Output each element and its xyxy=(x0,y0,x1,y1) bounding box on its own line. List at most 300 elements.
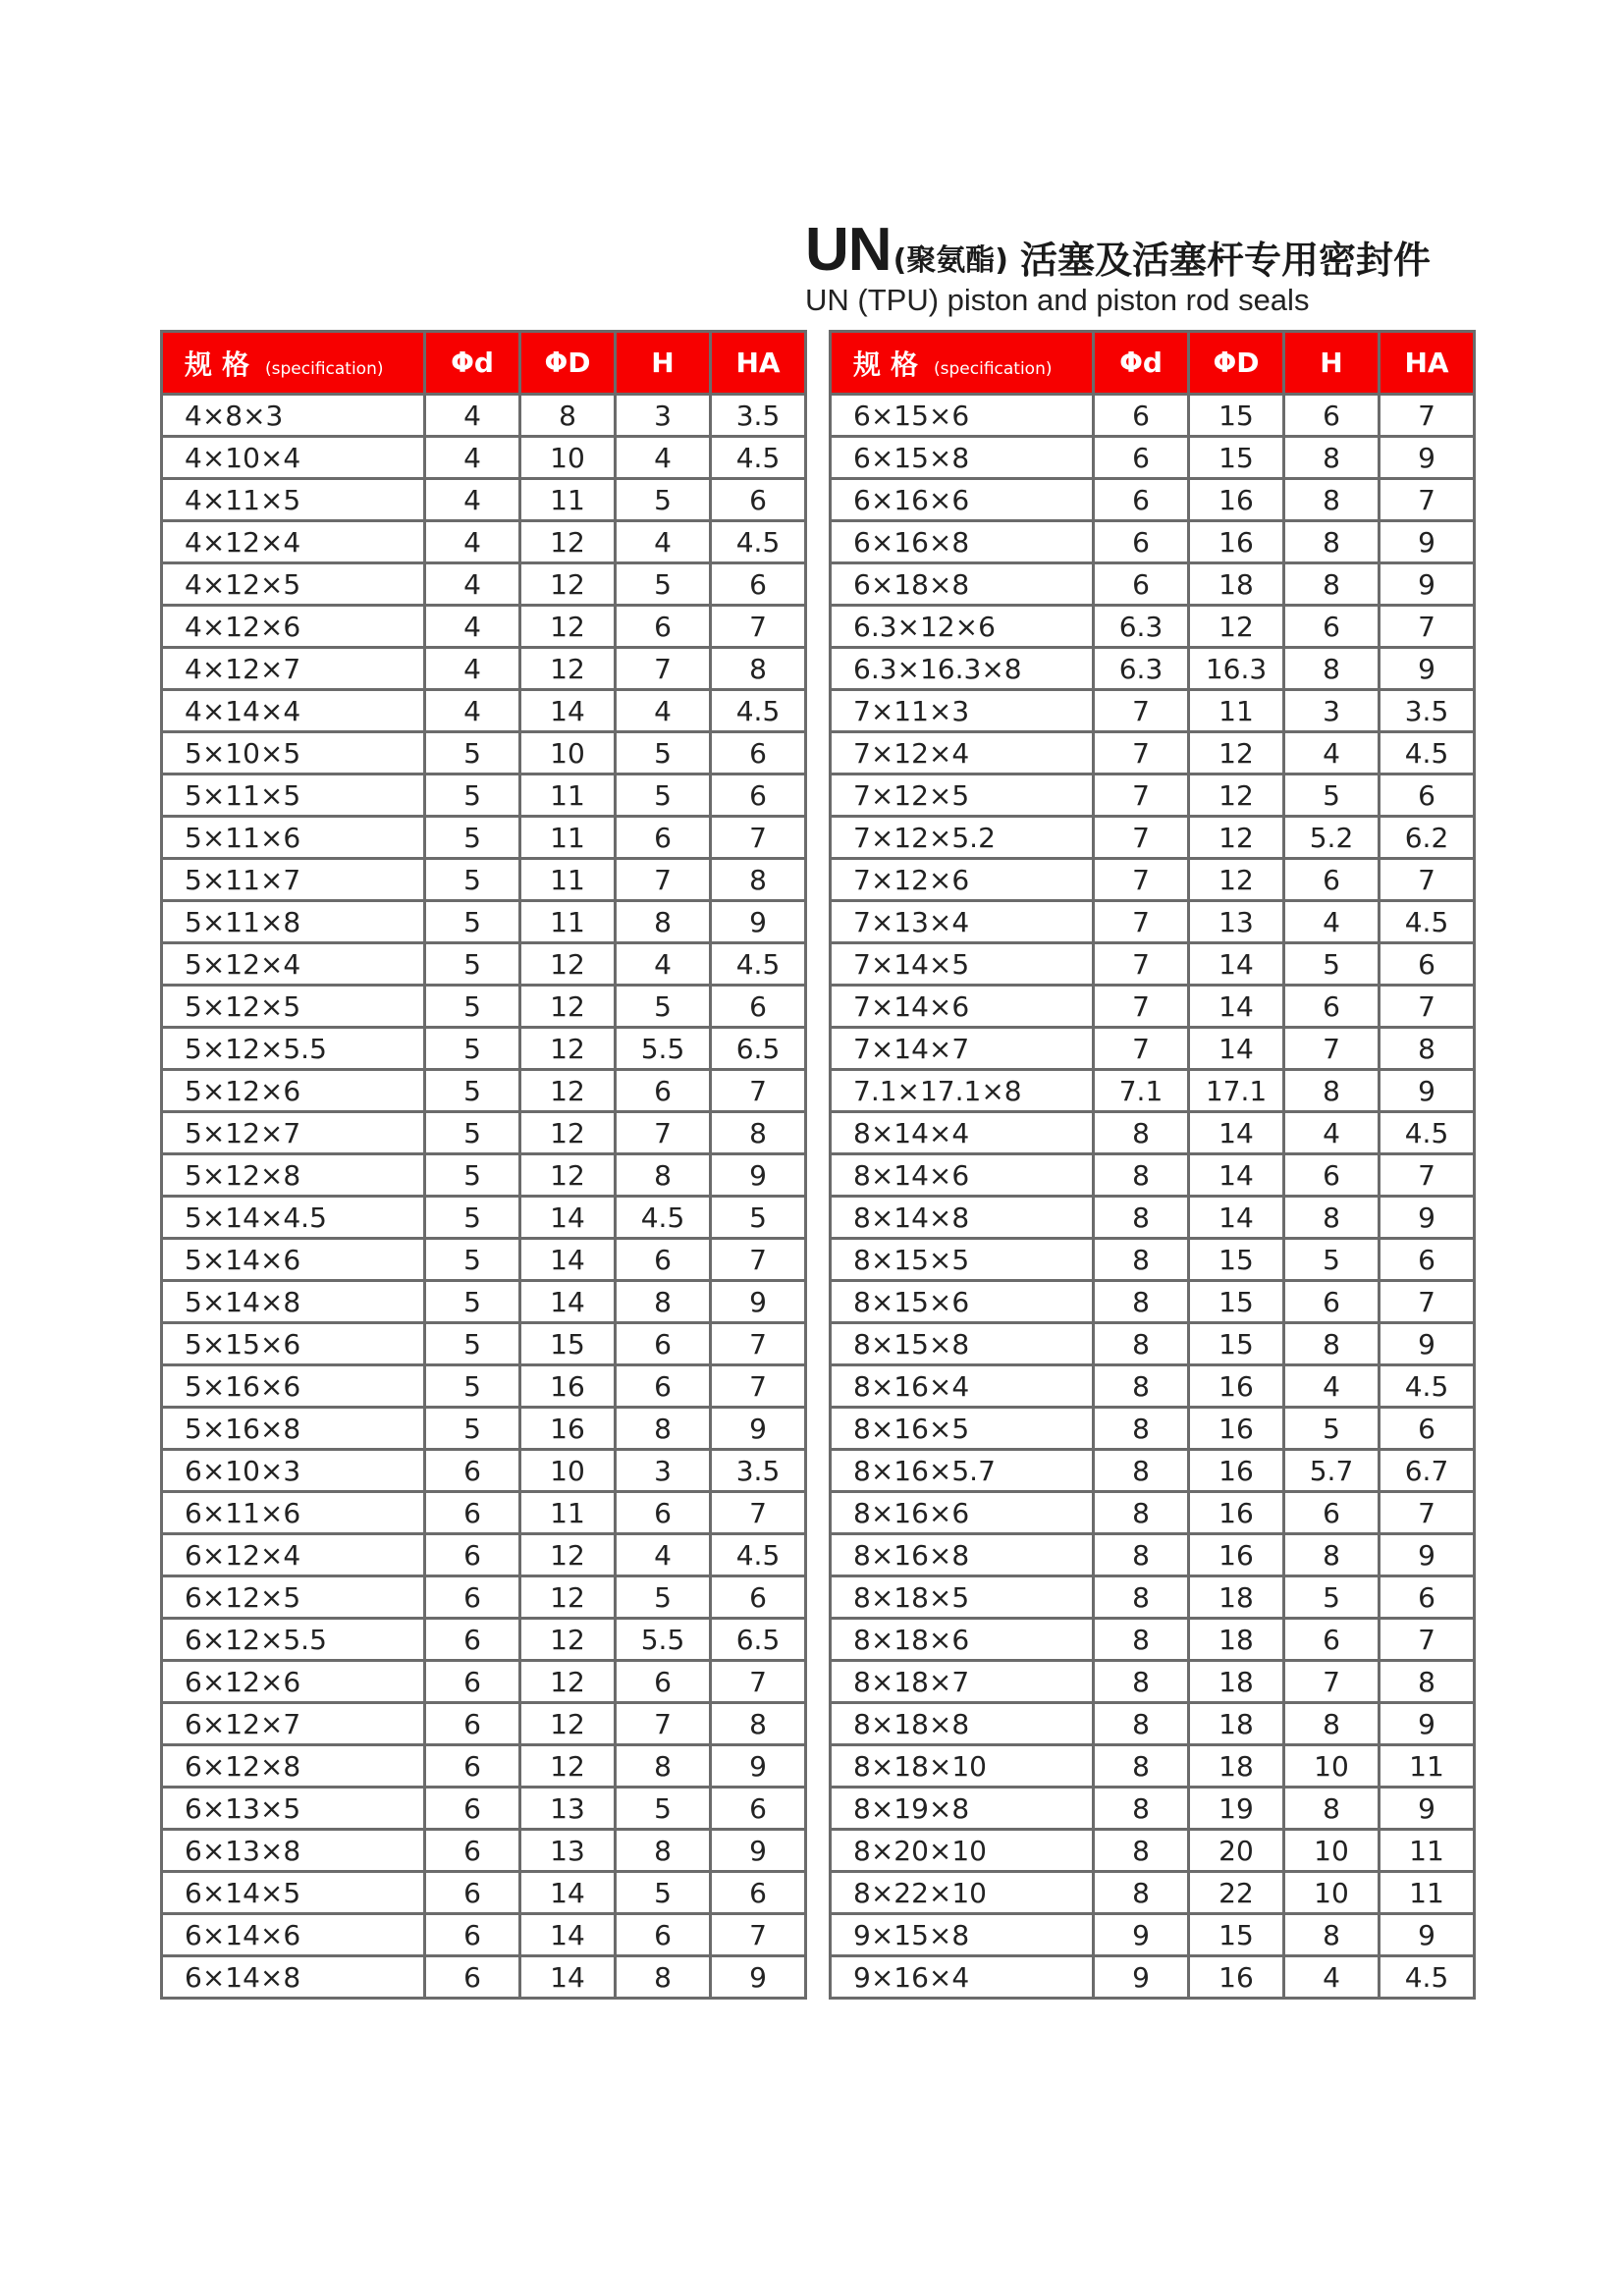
cell-outer-diameter: 10 xyxy=(520,1450,616,1492)
cell-height-a: 6 xyxy=(711,1872,806,1914)
cell-inner-diameter: 9 xyxy=(1094,1956,1189,1999)
cell-inner-diameter: 7 xyxy=(1094,817,1189,859)
cell-height-a: 6.5 xyxy=(711,1028,806,1070)
cell-height: 3 xyxy=(616,1450,711,1492)
cell-specification: 9×15×8 xyxy=(831,1914,1094,1956)
cell-specification: 7×12×4 xyxy=(831,732,1094,774)
cell-outer-diameter: 12 xyxy=(520,1619,616,1661)
cell-outer-diameter: 14 xyxy=(520,1239,616,1281)
cell-inner-diameter: 7.1 xyxy=(1094,1070,1189,1112)
cell-outer-diameter: 14 xyxy=(1189,943,1284,986)
cell-height: 5 xyxy=(616,479,711,521)
table-row xyxy=(831,563,1475,606)
cell-height: 3 xyxy=(616,395,711,437)
table-row xyxy=(831,395,1475,437)
cell-outer-diameter: 12 xyxy=(1189,606,1284,648)
cell-height-a: 4.5 xyxy=(711,1534,806,1576)
table-row xyxy=(162,1365,806,1408)
cell-specification: 8×16×8 xyxy=(831,1534,1094,1576)
cell-height: 6 xyxy=(1284,986,1380,1028)
cell-height-a: 6 xyxy=(1380,1576,1475,1619)
page-title-block xyxy=(805,218,1492,318)
cell-outer-diameter: 15 xyxy=(1189,395,1284,437)
cell-outer-diameter: 14 xyxy=(520,1914,616,1956)
cell-specification: 6×12×7 xyxy=(162,1703,425,1745)
table-row xyxy=(162,606,806,648)
table-row xyxy=(162,1745,806,1788)
cell-inner-diameter: 8 xyxy=(1094,1239,1189,1281)
cell-outer-diameter: 12 xyxy=(1189,732,1284,774)
cell-specification: 6×14×6 xyxy=(162,1914,425,1956)
cell-specification: 4×10×4 xyxy=(162,437,425,479)
cell-height: 6 xyxy=(616,817,711,859)
cell-outer-diameter: 18 xyxy=(1189,1576,1284,1619)
cell-height-a: 11 xyxy=(1380,1830,1475,1872)
cell-height-a: 4.5 xyxy=(1380,1365,1475,1408)
cell-outer-diameter: 12 xyxy=(1189,774,1284,817)
cell-height-a: 8 xyxy=(1380,1028,1475,1070)
cell-height-a: 3.5 xyxy=(711,1450,806,1492)
cell-height-a: 9 xyxy=(711,1830,806,1872)
cell-inner-diameter: 8 xyxy=(1094,1154,1189,1197)
cell-height: 8 xyxy=(616,1154,711,1197)
cell-specification: 6×12×5 xyxy=(162,1576,425,1619)
cell-specification: 7×12×5.2 xyxy=(831,817,1094,859)
cell-outer-diameter: 12 xyxy=(520,606,616,648)
cell-height-a: 4.5 xyxy=(711,690,806,732)
cell-outer-diameter: 16 xyxy=(1189,521,1284,563)
page-subtitle-en: UN (TPU) piston and piston rod seals xyxy=(805,283,1310,317)
cell-outer-diameter: 12 xyxy=(520,1661,616,1703)
cell-inner-diameter: 7 xyxy=(1094,1028,1189,1070)
table-row xyxy=(162,1492,806,1534)
cell-outer-diameter: 15 xyxy=(1189,1239,1284,1281)
cell-specification: 6×12×8 xyxy=(162,1745,425,1788)
table-row xyxy=(831,437,1475,479)
cell-height-a: 5 xyxy=(711,1197,806,1239)
cell-height: 6 xyxy=(1284,606,1380,648)
table-row xyxy=(831,1745,1475,1788)
table-row xyxy=(162,859,806,901)
cell-height: 4.5 xyxy=(616,1197,711,1239)
cell-inner-diameter: 8 xyxy=(1094,1619,1189,1661)
cell-outer-diameter: 14 xyxy=(520,1956,616,1999)
table-row xyxy=(831,1028,1475,1070)
header-inner-diameter: Φd xyxy=(1094,332,1189,395)
cell-inner-diameter: 5 xyxy=(425,1239,520,1281)
cell-height-a: 9 xyxy=(1380,648,1475,690)
table-row xyxy=(831,1872,1475,1914)
header-inner-diameter: Φd xyxy=(425,332,520,395)
cell-height-a: 7 xyxy=(1380,1619,1475,1661)
table-row xyxy=(162,1197,806,1239)
cell-inner-diameter: 8 xyxy=(1094,1703,1189,1745)
cell-specification: 8×14×4 xyxy=(831,1112,1094,1154)
cell-height: 5.5 xyxy=(616,1028,711,1070)
table-row xyxy=(831,732,1475,774)
table-row xyxy=(162,563,806,606)
cell-inner-diameter: 7 xyxy=(1094,859,1189,901)
cell-outer-diameter: 11 xyxy=(520,774,616,817)
cell-inner-diameter: 4 xyxy=(425,521,520,563)
cell-height-a: 7 xyxy=(711,1661,806,1703)
table-row xyxy=(162,1534,806,1576)
cell-height-a: 6.7 xyxy=(1380,1450,1475,1492)
cell-outer-diameter: 11 xyxy=(520,901,616,943)
table-row xyxy=(162,774,806,817)
table-row xyxy=(831,1070,1475,1112)
table-row xyxy=(831,1914,1475,1956)
cell-height-a: 4.5 xyxy=(711,437,806,479)
cell-height-a: 9 xyxy=(1380,1534,1475,1576)
cell-height: 8 xyxy=(1284,1914,1380,1956)
cell-height-a: 7 xyxy=(711,1070,806,1112)
cell-inner-diameter: 8 xyxy=(1094,1281,1189,1323)
cell-specification: 8×14×8 xyxy=(831,1197,1094,1239)
cell-outer-diameter: 11 xyxy=(1189,690,1284,732)
cell-outer-diameter: 14 xyxy=(520,1281,616,1323)
cell-height: 6 xyxy=(616,1070,711,1112)
table-row xyxy=(162,1914,806,1956)
cell-height: 5 xyxy=(1284,774,1380,817)
table-row xyxy=(831,1830,1475,1872)
cell-specification: 5×11×5 xyxy=(162,774,425,817)
cell-specification: 7×14×6 xyxy=(831,986,1094,1028)
cell-height: 8 xyxy=(1284,1197,1380,1239)
cell-height-a: 7 xyxy=(1380,395,1475,437)
cell-inner-diameter: 6 xyxy=(425,1450,520,1492)
cell-height: 8 xyxy=(616,1408,711,1450)
cell-height: 7 xyxy=(616,648,711,690)
cell-outer-diameter: 14 xyxy=(1189,1154,1284,1197)
cell-specification: 4×12×5 xyxy=(162,563,425,606)
cell-inner-diameter: 6 xyxy=(425,1619,520,1661)
spec-table-right xyxy=(829,330,1476,2000)
cell-height: 6 xyxy=(1284,395,1380,437)
cell-inner-diameter: 6 xyxy=(425,1492,520,1534)
cell-inner-diameter: 6 xyxy=(1094,437,1189,479)
cell-specification: 6×12×4 xyxy=(162,1534,425,1576)
cell-specification: 4×11×5 xyxy=(162,479,425,521)
cell-height-a: 6 xyxy=(711,774,806,817)
cell-outer-diameter: 12 xyxy=(520,1070,616,1112)
cell-specification: 8×16×5.7 xyxy=(831,1450,1094,1492)
cell-inner-diameter: 5 xyxy=(425,1070,520,1112)
cell-height: 5.5 xyxy=(616,1619,711,1661)
cell-height: 5.7 xyxy=(1284,1450,1380,1492)
table-row xyxy=(831,1956,1475,1999)
cell-inner-diameter: 7 xyxy=(1094,901,1189,943)
cell-height: 8 xyxy=(1284,563,1380,606)
cell-outer-diameter: 12 xyxy=(520,521,616,563)
table-row xyxy=(831,1534,1475,1576)
cell-inner-diameter: 5 xyxy=(425,774,520,817)
cell-specification: 8×16×5 xyxy=(831,1408,1094,1450)
cell-outer-diameter: 13 xyxy=(1189,901,1284,943)
header-spec-cn: 规格 xyxy=(185,347,260,381)
cell-outer-diameter: 11 xyxy=(520,479,616,521)
table-row xyxy=(831,901,1475,943)
header-outer-diameter: ΦD xyxy=(520,332,616,395)
cell-specification: 6×14×5 xyxy=(162,1872,425,1914)
cell-height-a: 8 xyxy=(1380,1661,1475,1703)
cell-inner-diameter: 8 xyxy=(1094,1745,1189,1788)
cell-outer-diameter: 12 xyxy=(520,1745,616,1788)
cell-specification: 8×16×6 xyxy=(831,1492,1094,1534)
table-row xyxy=(162,395,806,437)
cell-height: 5 xyxy=(1284,1576,1380,1619)
cell-inner-diameter: 7 xyxy=(1094,690,1189,732)
cell-height-a: 7 xyxy=(1380,1281,1475,1323)
cell-outer-diameter: 10 xyxy=(520,732,616,774)
cell-height: 4 xyxy=(1284,1112,1380,1154)
cell-specification: 8×20×10 xyxy=(831,1830,1094,1872)
cell-specification: 5×16×8 xyxy=(162,1408,425,1450)
cell-inner-diameter: 6.3 xyxy=(1094,606,1189,648)
title-product-code: UN xyxy=(805,216,892,284)
cell-height-a: 9 xyxy=(1380,1323,1475,1365)
cell-inner-diameter: 9 xyxy=(1094,1914,1189,1956)
table-row xyxy=(831,1408,1475,1450)
table-row xyxy=(831,1450,1475,1492)
cell-inner-diameter: 8 xyxy=(1094,1197,1189,1239)
cell-specification: 6×12×6 xyxy=(162,1661,425,1703)
cell-specification: 5×12×6 xyxy=(162,1070,425,1112)
cell-height: 4 xyxy=(1284,1365,1380,1408)
title-material-cn: (聚氨酯) xyxy=(893,243,1008,278)
cell-outer-diameter: 12 xyxy=(520,943,616,986)
cell-specification: 5×12×7 xyxy=(162,1112,425,1154)
table-row xyxy=(831,1492,1475,1534)
table-row xyxy=(162,1281,806,1323)
cell-height-a: 4.5 xyxy=(1380,1112,1475,1154)
cell-specification: 5×16×6 xyxy=(162,1365,425,1408)
cell-height-a: 6 xyxy=(711,732,806,774)
cell-inner-diameter: 7 xyxy=(1094,943,1189,986)
cell-outer-diameter: 12 xyxy=(1189,859,1284,901)
table-row xyxy=(162,1619,806,1661)
cell-inner-diameter: 5 xyxy=(425,901,520,943)
cell-specification: 8×19×8 xyxy=(831,1788,1094,1830)
cell-inner-diameter: 6 xyxy=(425,1830,520,1872)
cell-inner-diameter: 6 xyxy=(425,1956,520,1999)
cell-specification: 6×13×5 xyxy=(162,1788,425,1830)
table-row xyxy=(162,1112,806,1154)
cell-height: 8 xyxy=(1284,1323,1380,1365)
cell-height-a: 9 xyxy=(1380,1070,1475,1112)
table-row xyxy=(831,1703,1475,1745)
cell-outer-diameter: 18 xyxy=(1189,1703,1284,1745)
cell-inner-diameter: 4 xyxy=(425,437,520,479)
cell-height: 5.2 xyxy=(1284,817,1380,859)
cell-specification: 8×16×4 xyxy=(831,1365,1094,1408)
cell-height: 7 xyxy=(616,1703,711,1745)
table-row xyxy=(162,732,806,774)
cell-inner-diameter: 4 xyxy=(425,690,520,732)
cell-outer-diameter: 12 xyxy=(520,1028,616,1070)
cell-height: 4 xyxy=(1284,732,1380,774)
cell-specification: 5×12×4 xyxy=(162,943,425,986)
cell-height: 5 xyxy=(616,986,711,1028)
cell-specification: 6×16×8 xyxy=(831,521,1094,563)
table-body-left xyxy=(162,395,806,1999)
cell-height-a: 8 xyxy=(711,859,806,901)
cell-outer-diameter: 17.1 xyxy=(1189,1070,1284,1112)
cell-outer-diameter: 14 xyxy=(1189,986,1284,1028)
cell-height-a: 9 xyxy=(1380,437,1475,479)
cell-specification: 8×18×10 xyxy=(831,1745,1094,1788)
header-spec-cn: 规格 xyxy=(853,347,929,381)
table-row xyxy=(831,1619,1475,1661)
cell-outer-diameter: 12 xyxy=(520,1703,616,1745)
cell-specification: 5×11×7 xyxy=(162,859,425,901)
cell-height: 6 xyxy=(1284,1492,1380,1534)
table-row xyxy=(162,690,806,732)
table-row xyxy=(162,1576,806,1619)
cell-inner-diameter: 5 xyxy=(425,986,520,1028)
cell-specification: 5×10×5 xyxy=(162,732,425,774)
header-height-a: HA xyxy=(711,332,806,395)
cell-outer-diameter: 16 xyxy=(1189,1956,1284,1999)
cell-inner-diameter: 5 xyxy=(425,817,520,859)
cell-inner-diameter: 5 xyxy=(425,1281,520,1323)
cell-height: 5 xyxy=(616,563,711,606)
cell-height-a: 9 xyxy=(1380,521,1475,563)
cell-height-a: 3.5 xyxy=(711,395,806,437)
table-row xyxy=(162,1408,806,1450)
cell-height-a: 7 xyxy=(1380,859,1475,901)
cell-inner-diameter: 8 xyxy=(1094,1661,1189,1703)
cell-inner-diameter: 4 xyxy=(425,395,520,437)
cell-specification: 9×16×4 xyxy=(831,1956,1094,1999)
cell-inner-diameter: 4 xyxy=(425,479,520,521)
table-row xyxy=(162,901,806,943)
cell-inner-diameter: 7 xyxy=(1094,986,1189,1028)
cell-inner-diameter: 6 xyxy=(425,1661,520,1703)
cell-outer-diameter: 12 xyxy=(520,1576,616,1619)
cell-height: 7 xyxy=(616,859,711,901)
cell-inner-diameter: 8 xyxy=(1094,1534,1189,1576)
cell-height-a: 9 xyxy=(1380,563,1475,606)
cell-specification: 5×12×5.5 xyxy=(162,1028,425,1070)
cell-height: 5 xyxy=(616,732,711,774)
table-row xyxy=(162,817,806,859)
header-spec-en: (specification) xyxy=(265,358,384,379)
cell-height: 6 xyxy=(1284,1281,1380,1323)
cell-height-a: 6 xyxy=(711,479,806,521)
cell-inner-diameter: 4 xyxy=(425,648,520,690)
header-height: H xyxy=(1284,332,1380,395)
cell-height: 8 xyxy=(1284,437,1380,479)
cell-inner-diameter: 5 xyxy=(425,1028,520,1070)
cell-height: 5 xyxy=(616,1576,711,1619)
cell-outer-diameter: 18 xyxy=(1189,563,1284,606)
table-row xyxy=(162,1154,806,1197)
cell-specification: 8×14×6 xyxy=(831,1154,1094,1197)
cell-height-a: 9 xyxy=(1380,1197,1475,1239)
cell-specification: 4×14×4 xyxy=(162,690,425,732)
cell-height-a: 6 xyxy=(711,986,806,1028)
cell-height: 3 xyxy=(1284,690,1380,732)
cell-outer-diameter: 18 xyxy=(1189,1661,1284,1703)
cell-height: 4 xyxy=(616,521,711,563)
cell-inner-diameter: 5 xyxy=(425,1323,520,1365)
table-header-row xyxy=(162,332,806,395)
cell-inner-diameter: 6 xyxy=(425,1872,520,1914)
table-row xyxy=(831,1154,1475,1197)
cell-inner-diameter: 6 xyxy=(1094,521,1189,563)
table-row xyxy=(831,1239,1475,1281)
cell-height: 8 xyxy=(1284,479,1380,521)
table-row xyxy=(831,1112,1475,1154)
header-outer-diameter: ΦD xyxy=(1189,332,1284,395)
cell-specification: 8×18×6 xyxy=(831,1619,1094,1661)
table-row xyxy=(162,521,806,563)
cell-height: 8 xyxy=(616,1281,711,1323)
cell-height: 8 xyxy=(1284,1534,1380,1576)
cell-height-a: 9 xyxy=(711,1956,806,1999)
cell-specification: 5×11×6 xyxy=(162,817,425,859)
cell-inner-diameter: 5 xyxy=(425,1365,520,1408)
cell-outer-diameter: 18 xyxy=(1189,1619,1284,1661)
cell-specification: 8×22×10 xyxy=(831,1872,1094,1914)
cell-inner-diameter: 5 xyxy=(425,732,520,774)
cell-height-a: 4.5 xyxy=(1380,1956,1475,1999)
cell-specification: 6×16×6 xyxy=(831,479,1094,521)
table-row xyxy=(831,648,1475,690)
cell-outer-diameter: 12 xyxy=(1189,817,1284,859)
cell-outer-diameter: 14 xyxy=(520,690,616,732)
cell-specification: 5×12×8 xyxy=(162,1154,425,1197)
cell-height-a: 8 xyxy=(711,1703,806,1745)
cell-height-a: 6.2 xyxy=(1380,817,1475,859)
cell-height: 5 xyxy=(1284,1239,1380,1281)
cell-height: 6 xyxy=(616,1365,711,1408)
cell-height-a: 4.5 xyxy=(711,943,806,986)
cell-height-a: 9 xyxy=(711,901,806,943)
cell-outer-diameter: 19 xyxy=(1189,1788,1284,1830)
cell-specification: 8×18×5 xyxy=(831,1576,1094,1619)
table-row xyxy=(831,1661,1475,1703)
table-row xyxy=(831,1323,1475,1365)
table-row xyxy=(162,1028,806,1070)
cell-height-a: 6 xyxy=(1380,943,1475,986)
table-header-row xyxy=(831,332,1475,395)
cell-outer-diameter: 16 xyxy=(1189,479,1284,521)
cell-height: 7 xyxy=(1284,1028,1380,1070)
cell-outer-diameter: 15 xyxy=(1189,1323,1284,1365)
cell-specification: 8×15×5 xyxy=(831,1239,1094,1281)
cell-specification: 8×18×7 xyxy=(831,1661,1094,1703)
cell-specification: 7×12×6 xyxy=(831,859,1094,901)
cell-outer-diameter: 16.3 xyxy=(1189,648,1284,690)
cell-height: 8 xyxy=(616,1956,711,1999)
cell-height-a: 7 xyxy=(711,1492,806,1534)
cell-height-a: 6.5 xyxy=(711,1619,806,1661)
cell-specification: 4×12×7 xyxy=(162,648,425,690)
cell-height: 8 xyxy=(616,1830,711,1872)
cell-height-a: 4.5 xyxy=(711,521,806,563)
table-row xyxy=(831,479,1475,521)
table-row xyxy=(162,1788,806,1830)
cell-inner-diameter: 5 xyxy=(425,859,520,901)
cell-height-a: 9 xyxy=(711,1408,806,1450)
cell-height: 4 xyxy=(616,690,711,732)
cell-inner-diameter: 8 xyxy=(1094,1788,1189,1830)
cell-inner-diameter: 5 xyxy=(425,1154,520,1197)
cell-height: 8 xyxy=(616,901,711,943)
cell-inner-diameter: 5 xyxy=(425,1112,520,1154)
